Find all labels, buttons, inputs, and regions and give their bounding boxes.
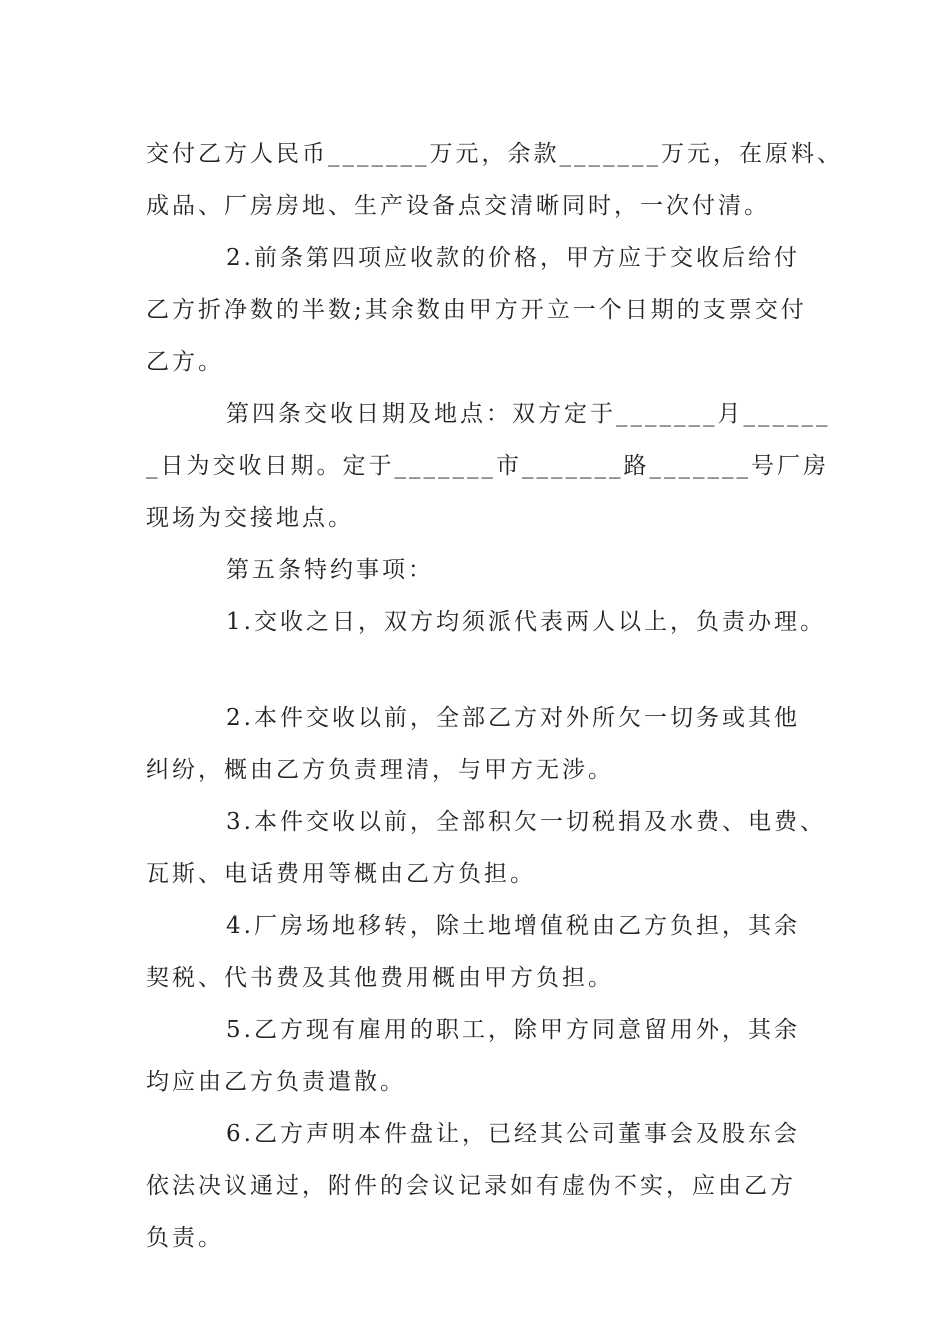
text-line: 现场为交接地点。: [146, 505, 354, 531]
text-line: 3.本件交收以前，全部积欠一切税捐及水费、电费、: [226, 809, 826, 835]
text-line: 瓦斯、电话费用等概由乙方负担。: [146, 861, 536, 887]
text-line: 4.厂房场地移转，除土地增值税由乙方负担，其余: [226, 913, 800, 939]
text-line: 契税、代书费及其他费用概由甲方负担。: [146, 965, 614, 991]
text-line: 第五条特约事项：: [226, 557, 434, 583]
text-line: 均应由乙方负责遣散。: [146, 1069, 406, 1095]
text-line: 交付乙方人民币_______万元，余款_______万元，在原料、: [146, 141, 843, 167]
text-line: _日为交收日期。定于_______市_______路_______号厂房: [146, 453, 829, 479]
text-line: 乙方。: [146, 349, 224, 375]
text-line: 第四条交收日期及地点：双方定于_______月______: [226, 401, 831, 427]
text-line: 依法决议通过，附件的会议记录如有虚伪不实，应由乙方: [146, 1173, 796, 1199]
text-line: 乙方折净数的半数;其余数由甲方开立一个日期的支票交付: [146, 297, 807, 323]
text-line: 纠纷，概由乙方负责理清，与甲方无涉。: [146, 757, 614, 783]
text-line: 6.乙方声明本件盘让，已经其公司董事会及股东会: [226, 1121, 800, 1147]
text-line: 1.交收之日，双方均须派代表两人以上，负责办理。: [226, 609, 826, 635]
text-line: 2.前条第四项应收款的价格，甲方应于交收后给付: [226, 245, 800, 271]
text-line: 2.本件交收以前，全部乙方对外所欠一切务或其他: [226, 705, 800, 731]
text-line: 成品、厂房房地、生产设备点交清晰同时，一次付清。: [146, 193, 770, 219]
text-line: 5.乙方现有雇用的职工，除甲方同意留用外，其余: [226, 1017, 800, 1043]
text-line: 负责。: [146, 1225, 224, 1251]
